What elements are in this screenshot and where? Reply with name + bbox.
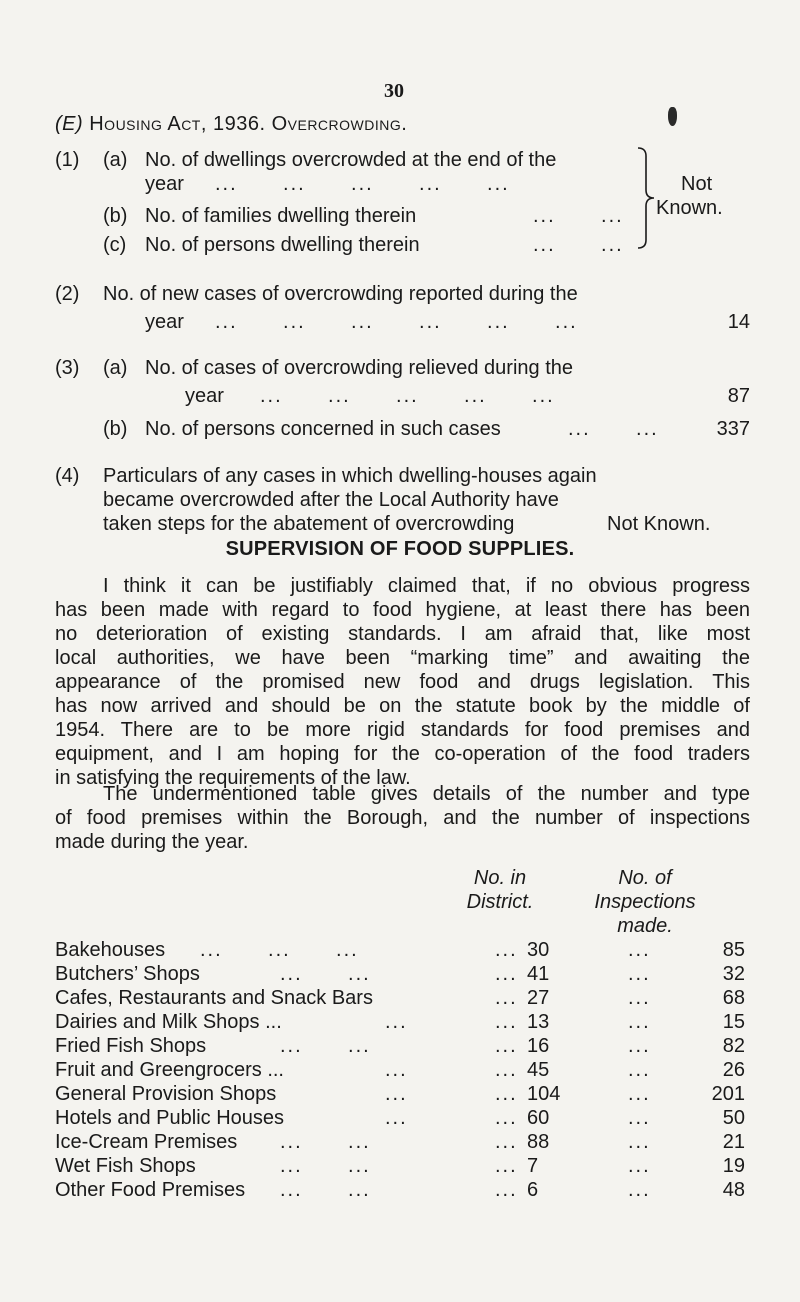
inspections-count: 15 — [722, 1011, 745, 1033]
leader-dots: ... — [495, 1083, 518, 1105]
paragraph-line: 1954. There are to be more rigid standards for food premises and — [55, 719, 750, 741]
item2-number: (2) — [55, 283, 80, 305]
paragraph-2 — [55, 782, 750, 854]
leader-dots: ... — [628, 1035, 651, 1057]
item4-value: Not Known. — [607, 513, 711, 535]
heading-year: , 1936. — [200, 113, 272, 135]
premises-name: Ice-Cream Premises — [55, 1131, 238, 1153]
table-row — [55, 1178, 745, 1202]
leader-dots: ... — [628, 1107, 651, 1129]
leader-dots: ... — [495, 1179, 518, 1201]
item3a-letter: (a) — [103, 357, 128, 379]
leader-dots: ... — [385, 1107, 408, 1129]
leader-dots: ... ... — [533, 205, 624, 227]
page-number: 30 — [384, 80, 404, 102]
leader-dots: ... ... — [280, 1131, 371, 1153]
leader-dots: ... — [385, 1083, 408, 1105]
leader-dots: ... — [628, 963, 651, 985]
inspections-count: 26 — [722, 1059, 745, 1081]
leader-dots: ... — [628, 1179, 651, 1201]
inspections-count: 68 — [722, 987, 745, 1009]
item1-value-line1: Not — [681, 173, 713, 195]
inspections-count: 82 — [722, 1035, 745, 1057]
item3b-text: No. of persons concerned in such cases — [145, 418, 501, 440]
paragraph-line: has now arrived and should be on the statute book by the middle of — [55, 695, 750, 717]
leader-dots: ... — [628, 987, 651, 1009]
item1a-text: No. of dwellings overcrowded at the end of the — [145, 149, 557, 171]
item4-line2: became overcrowded after the Local Authority have — [103, 489, 559, 511]
col-header-district — [445, 866, 555, 914]
district-count: 16 — [527, 1035, 550, 1057]
col-header-line: District. — [466, 891, 534, 913]
item3b-letter: (b) — [103, 418, 128, 440]
section-label: (E) — [55, 113, 84, 135]
premises-name: Cafes, Restaurants and Snack Bars — [55, 987, 373, 1009]
leader-dots: ... — [628, 1083, 651, 1105]
leader-dots: ... — [495, 1011, 518, 1033]
leader-dots: ... — [628, 1059, 651, 1081]
premises-name: Butchers’ Shops — [55, 963, 200, 985]
housing-heading — [55, 113, 407, 136]
inspections-count: 19 — [722, 1155, 745, 1177]
premises-name: Fruit and Greengrocers ... — [55, 1059, 284, 1081]
item4-number: (4) — [55, 465, 80, 487]
paragraph-line: made during the year. — [55, 831, 249, 853]
leader-dots: ... — [628, 1155, 651, 1177]
premises-name: Wet Fish Shops — [55, 1155, 196, 1177]
paragraph-line: appearance of the promised new food and drugs legislation. This — [55, 671, 750, 693]
premises-name: Bakehouses — [55, 939, 166, 961]
leader-dots: ... — [495, 987, 518, 1009]
leader-dots: ... ... — [280, 963, 371, 985]
col-header-line: No. in — [473, 867, 527, 889]
leader-dots: ... ... ... ... ... — [260, 385, 555, 407]
table-row — [55, 962, 745, 986]
heading-title-a: Housing Act — [89, 113, 201, 135]
table-row — [55, 1154, 745, 1178]
leader-dots: ... — [495, 1035, 518, 1057]
paragraph-line: has been made with regard to food hygiene, at least there has been — [55, 599, 750, 621]
district-count: 30 — [527, 939, 550, 961]
item1-number: (1) — [55, 149, 80, 171]
district-count: 45 — [527, 1059, 550, 1081]
item2-cont: year — [145, 311, 184, 333]
leader-dots: ... ... ... ... ... ... — [215, 311, 578, 333]
item3-number: (3) — [55, 357, 80, 379]
table-row — [55, 1106, 745, 1130]
item3a-value: 87 — [727, 385, 750, 407]
leader-dots: ... — [385, 1011, 408, 1033]
district-count: 6 — [527, 1179, 539, 1201]
district-count: 88 — [527, 1131, 550, 1153]
paragraph-line: local authorities, we have been “marking time” and awaiting the — [55, 647, 750, 669]
premises-name: General Provision Shops — [55, 1083, 277, 1105]
item3a-text: No. of cases of overcrowding relieved during the — [145, 357, 574, 379]
item4-line1: Particulars of any cases in which dwelling-houses again — [103, 465, 597, 487]
leader-dots: ... ... — [533, 234, 624, 256]
paragraph-1 — [55, 574, 750, 790]
col-header-line: No. of — [618, 867, 672, 889]
item1c-letter: (c) — [103, 234, 127, 256]
district-count: 41 — [527, 963, 550, 985]
district-count: 104 — [527, 1083, 561, 1105]
table-row — [55, 1082, 745, 1106]
table-row — [55, 1130, 745, 1154]
leader-dots: ... — [495, 1059, 518, 1081]
ink-blot-icon — [668, 107, 677, 126]
leader-dots: ... — [628, 939, 651, 961]
district-count: 27 — [527, 987, 550, 1009]
item3b-value: 337 — [716, 418, 750, 440]
item1a-letter: (a) — [103, 149, 128, 171]
col-header-line: made. — [617, 915, 673, 937]
section-heading: SUPERVISION OF FOOD SUPPLIES. — [225, 538, 575, 560]
leader-dots: ... — [495, 939, 518, 961]
inspections-count: 32 — [722, 963, 745, 985]
leader-dots: ... ... ... — [200, 939, 359, 961]
leader-dots: ... — [385, 1059, 408, 1081]
item1b-text: No. of families dwelling therein — [145, 205, 417, 227]
premises-name: Hotels and Public Houses — [55, 1107, 285, 1129]
item2-value: 14 — [727, 311, 750, 333]
item1b-letter: (b) — [103, 205, 128, 227]
paragraph-line: no deterioration of existing standards. I am afraid that, like most — [55, 623, 750, 645]
heading-title-b: Overcrowding. — [271, 113, 408, 135]
leader-dots: ... ... — [280, 1035, 371, 1057]
inspections-count: 85 — [722, 939, 745, 961]
item4-line3: taken steps for the abatement of overcrowding — [103, 513, 515, 535]
district-count: 7 — [527, 1155, 539, 1177]
table-row — [55, 1058, 745, 1082]
paragraph-line: I think it can be justifiably claimed that, if no obvious progress — [103, 575, 750, 597]
premises-name: Other Food Premises — [55, 1179, 246, 1201]
item1-value-line2: Known. — [656, 197, 723, 219]
leader-dots: ... ... ... ... ... — [215, 173, 510, 195]
inspections-count: 48 — [722, 1179, 745, 1201]
district-count: 60 — [527, 1107, 550, 1129]
leader-dots: ... — [628, 1131, 651, 1153]
item1a-cont: year — [145, 173, 184, 195]
item3a-cont: year — [185, 385, 224, 407]
leader-dots: ... ... — [280, 1155, 371, 1177]
table-row — [55, 986, 745, 1010]
table-row — [55, 1034, 745, 1058]
item1c-text: No. of persons dwelling therein — [145, 234, 420, 256]
item2-text: No. of new cases of overcrowding reported during the — [103, 283, 578, 305]
leader-dots: ... — [495, 1131, 518, 1153]
paragraph-line: of food premises within the Borough, and the number of inspections — [55, 807, 750, 829]
table-row — [55, 1010, 745, 1034]
inspections-count: 21 — [722, 1131, 745, 1153]
paragraph-line: in satisfying the requirements of the law. — [55, 767, 411, 789]
premises-name: Fried Fish Shops — [55, 1035, 207, 1057]
table-row — [55, 938, 745, 962]
inspections-count: 50 — [722, 1107, 745, 1129]
leader-dots: ... ... — [280, 1179, 371, 1201]
inspections-count: 201 — [711, 1083, 745, 1105]
leader-dots: ... — [495, 963, 518, 985]
paragraph-line: equipment, and I am hoping for the co-operation of the food traders — [55, 743, 750, 765]
leader-dots: ... — [495, 1155, 518, 1177]
leader-dots: ... — [628, 1011, 651, 1033]
premises-name: Dairies and Milk Shops ... — [55, 1011, 282, 1033]
col-header-line: Inspections — [594, 891, 696, 913]
leader-dots: ... — [495, 1107, 518, 1129]
paragraph-line: The undermentioned table gives details of the number and type — [103, 783, 750, 805]
district-count: 13 — [527, 1011, 550, 1033]
col-header-inspections — [580, 866, 710, 938]
leader-dots: ... ... — [568, 418, 659, 440]
